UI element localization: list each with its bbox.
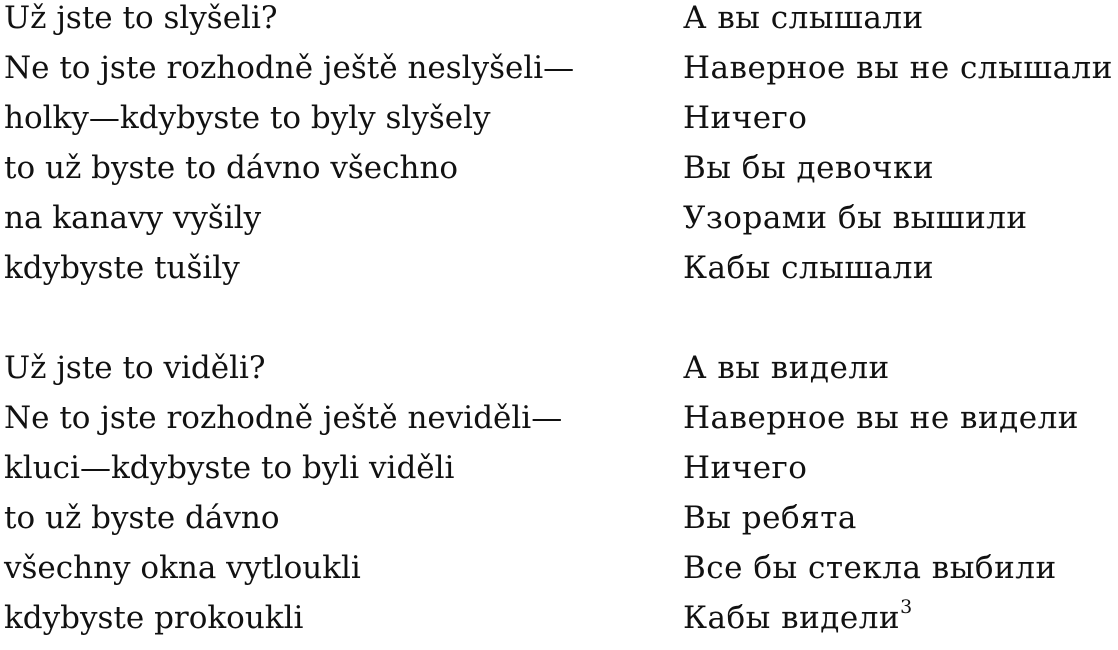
poem-line: kluci—kdybyste to byli viděli <box>4 450 455 486</box>
poem-line: Ne to jste rozhodně ještě neviděli— <box>4 400 563 436</box>
poem-line: Вы ребята <box>683 500 857 536</box>
russian-stanza-2 <box>683 350 1113 650</box>
poem-line: А вы видели <box>683 350 890 386</box>
poem-line: na kanavy vyšily <box>4 200 262 236</box>
poem-line: Ne to jste rozhodně ještě neslyšeli— <box>4 50 575 86</box>
russian-stanza-1 <box>683 0 1113 300</box>
poem-line: А вы слышали <box>683 0 924 36</box>
poem-line: Наверное вы не слышали <box>683 50 1113 86</box>
poem-line: Ничего <box>683 100 808 136</box>
poem-line: Узорами бы вышили <box>683 200 1028 236</box>
czech-stanza-2 <box>4 350 644 650</box>
russian-column <box>683 0 1113 650</box>
poem-line: to už byste dávno <box>4 500 280 536</box>
poem-line: holky—kdybyste to byly slyšely <box>4 100 491 136</box>
poem-line: Вы бы девочки <box>683 150 935 186</box>
poem-line: Už jste to slyšeli? <box>4 0 278 36</box>
poem-line-text: Кабы видели <box>683 600 901 636</box>
poem-line: Už jste to viděli? <box>4 350 266 386</box>
poem-line: Ничего <box>683 450 808 486</box>
poem-line: Наверное вы не видели <box>683 400 1079 436</box>
poem-line-last <box>683 595 1113 650</box>
poem-line: Все бы стекла выбили <box>683 550 1057 586</box>
czech-stanza-1 <box>4 0 644 300</box>
poem-line: Кабы слышали <box>683 250 935 286</box>
footnote-marker[interactable]: 3 <box>900 595 913 618</box>
poem-line: všechny okna vytloukli <box>4 550 361 586</box>
czech-column <box>4 0 644 650</box>
poem-line: to už byste to dávno všechno <box>4 150 459 186</box>
poem-line: kdybyste tušily <box>4 250 240 286</box>
poem-line: kdybyste prokoukli <box>4 600 304 636</box>
